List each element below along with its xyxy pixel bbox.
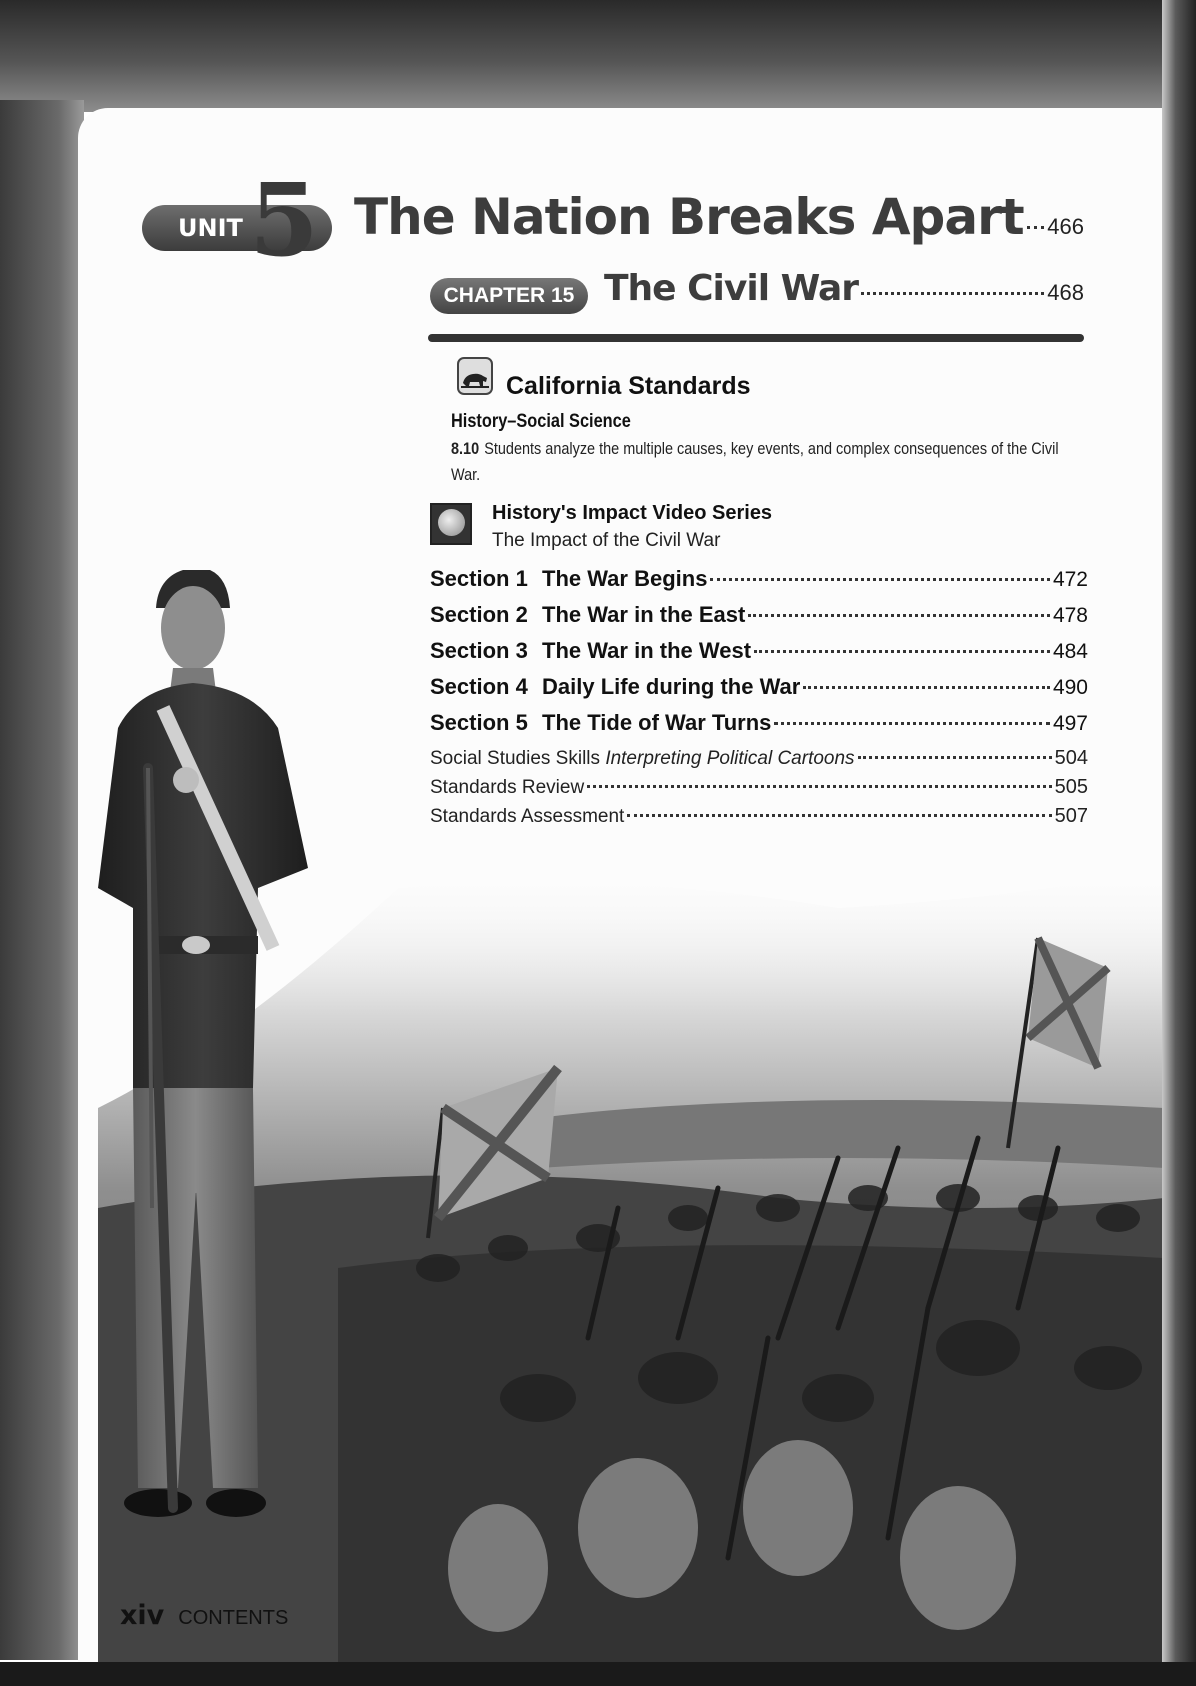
section-page-number: 472 bbox=[1052, 568, 1088, 591]
section-title: The War in the West bbox=[542, 638, 752, 663]
standards-description bbox=[451, 436, 1063, 488]
video-series-title[interactable]: History's Impact Video Series bbox=[492, 502, 773, 524]
video-series-subtitle: The Impact of the Civil War bbox=[492, 530, 721, 551]
section-page-number: 490 bbox=[1052, 676, 1088, 699]
chapter-divider bbox=[428, 334, 1084, 342]
footer-page-label bbox=[120, 1600, 288, 1631]
chapter-badge: CHAPTER 15 bbox=[430, 278, 588, 314]
assessment-page-number: 507 bbox=[1054, 805, 1088, 827]
review-label: Standards Review bbox=[430, 777, 585, 798]
skills-topic: Interpreting Political Cartoons bbox=[605, 748, 855, 769]
leader-dots bbox=[858, 756, 1052, 759]
review-entry[interactable] bbox=[430, 776, 1088, 799]
leader-dots bbox=[803, 686, 1050, 689]
civil-war-illustration bbox=[78, 108, 1164, 1668]
unit-badge: UNIT bbox=[142, 205, 332, 251]
leader-dots bbox=[774, 722, 1050, 725]
unit-number: 5 bbox=[249, 161, 319, 279]
leader-dots bbox=[748, 614, 1050, 617]
video-globe-icon bbox=[430, 503, 472, 545]
section-page-number: 484 bbox=[1052, 640, 1088, 663]
california-bear-icon bbox=[457, 357, 493, 395]
unit-entry[interactable] bbox=[354, 188, 1084, 258]
section-title: The War Begins bbox=[542, 566, 708, 591]
leader-dots bbox=[710, 578, 1050, 581]
scan-border-top bbox=[0, 0, 1196, 112]
section-label: Section 2 bbox=[430, 602, 528, 627]
section-title: The War in the East bbox=[542, 602, 746, 627]
section-title: The Tide of War Turns bbox=[542, 710, 772, 735]
chapter-page-number: 468 bbox=[1047, 280, 1084, 305]
leader-dots bbox=[861, 292, 1044, 295]
skills-page-number: 504 bbox=[1054, 747, 1088, 769]
section-entry[interactable] bbox=[430, 566, 1088, 592]
leader-dots bbox=[627, 814, 1051, 817]
footer-contents-label: CONTENTS bbox=[178, 1607, 289, 1629]
chapter-title: The Civil War bbox=[604, 268, 859, 309]
section-entry[interactable] bbox=[430, 674, 1088, 700]
chapter-entry[interactable] bbox=[604, 268, 1084, 324]
scan-border-left bbox=[0, 100, 84, 1660]
section-label: Section 3 bbox=[430, 638, 528, 663]
unit-page-number: 466 bbox=[1047, 214, 1084, 239]
leader-dots bbox=[1027, 226, 1045, 229]
section-label: Section 1 bbox=[430, 566, 528, 591]
section-title: Daily Life during the War bbox=[542, 674, 801, 699]
section-label: Section 4 bbox=[430, 674, 528, 699]
unit-title: The Nation Breaks Apart bbox=[354, 188, 1024, 246]
assessment-entry[interactable] bbox=[430, 805, 1088, 828]
scan-border-bottom bbox=[0, 1662, 1196, 1686]
section-entry[interactable] bbox=[430, 602, 1088, 628]
section-label: Section 5 bbox=[430, 710, 528, 735]
section-entry[interactable] bbox=[430, 710, 1088, 736]
leader-dots bbox=[587, 785, 1051, 788]
review-page-number: 505 bbox=[1054, 776, 1088, 798]
leader-dots bbox=[754, 650, 1050, 653]
skills-entry[interactable] bbox=[430, 747, 1088, 770]
standard-code: 8.10 bbox=[451, 439, 480, 458]
contents-page bbox=[78, 108, 1164, 1668]
scan-border-right bbox=[1162, 0, 1196, 1686]
standards-heading: California Standards bbox=[506, 372, 751, 400]
standard-text: Students analyze the multiple causes, key events, and complex consequences of the Civil War. bbox=[451, 439, 1059, 484]
section-entry[interactable] bbox=[430, 638, 1088, 664]
standards-subheading: History–Social Science bbox=[451, 411, 631, 432]
skills-label: Social Studies Skills bbox=[430, 748, 601, 769]
section-page-number: 478 bbox=[1052, 604, 1088, 627]
assessment-label: Standards Assessment bbox=[430, 806, 625, 827]
footer-page-number: xiv bbox=[120, 1600, 165, 1631]
section-page-number: 497 bbox=[1052, 712, 1088, 735]
